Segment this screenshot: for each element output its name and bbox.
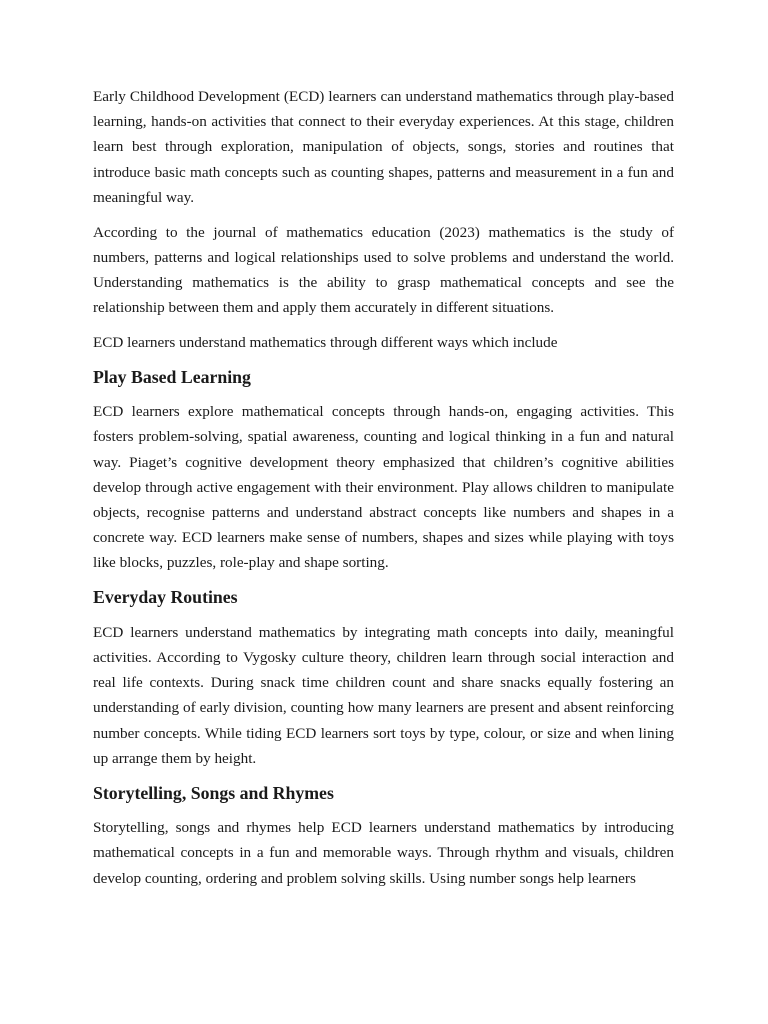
definition-paragraph: According to the journal of mathematics education (2023) mathematics is the study of numbers, patterns and logical relationships used to solve problems and understand the world. Understanding mathematics is the ability to grasp mathematical concepts and see the relationship between them and apply them accurately in different situations. xyxy=(93,223,674,317)
section-body-everyday-routines: ECD learners understand mathematics by integrating math concepts into daily, meaningful activities. According to Vygosky culture theory, children learn through social interaction and real life contexts. During snack time children count and share snacks equally fostering an understanding of early division, counting how many learners are present and absent reinforcing number concepts. While tiding ECD learners sort toys by type, colour, or size and when lining up arrange them by height. xyxy=(93,623,674,767)
lead-in-sentence: ECD learners understand mathematics through different ways which include xyxy=(93,333,558,351)
section-body-storytelling: Storytelling, songs and rhymes help ECD learners understand mathematics by introducing mathematical concepts in a fun and memorable ways. Through rhythm and visuals, children develop counting, ordering and problem solving skills. Using number songs help learners xyxy=(93,819,674,887)
intro-paragraph: Early Childhood Development (ECD) learners can understand mathematics through play-based learning, hands-on activities that connect to their everyday experiences. At this stage, children learn best through exploration, manipulation of objects, songs, stories and routines that introduce basic math concepts such as counting shapes, patterns and measurement in a fun and meaningful way. xyxy=(93,88,674,206)
section-body-play-based-learning: ECD learners explore mathematical concepts through hands-on, engaging activities. This fosters problem-solving, spatial awareness, counting and logical thinking in a fun and natural way. Piaget’s cognitive development theory emphasized that children’s cognitive abilities develop through active engagement with their environment. Play allows children to manipulate objects, recognise patterns and understand abstract concepts like numbers and shapes in a concrete way. ECD learners make sense of numbers, shapes and sizes while playing with toys like blocks, puzzles, role-play and shape sorting. xyxy=(93,403,674,572)
document-page xyxy=(93,84,674,900)
section-heading-storytelling: Storytelling, Songs and Rhymes xyxy=(93,782,334,803)
section-heading-play-based-learning: Play Based Learning xyxy=(93,366,251,387)
section-heading-everyday-routines: Everyday Routines xyxy=(93,587,238,608)
